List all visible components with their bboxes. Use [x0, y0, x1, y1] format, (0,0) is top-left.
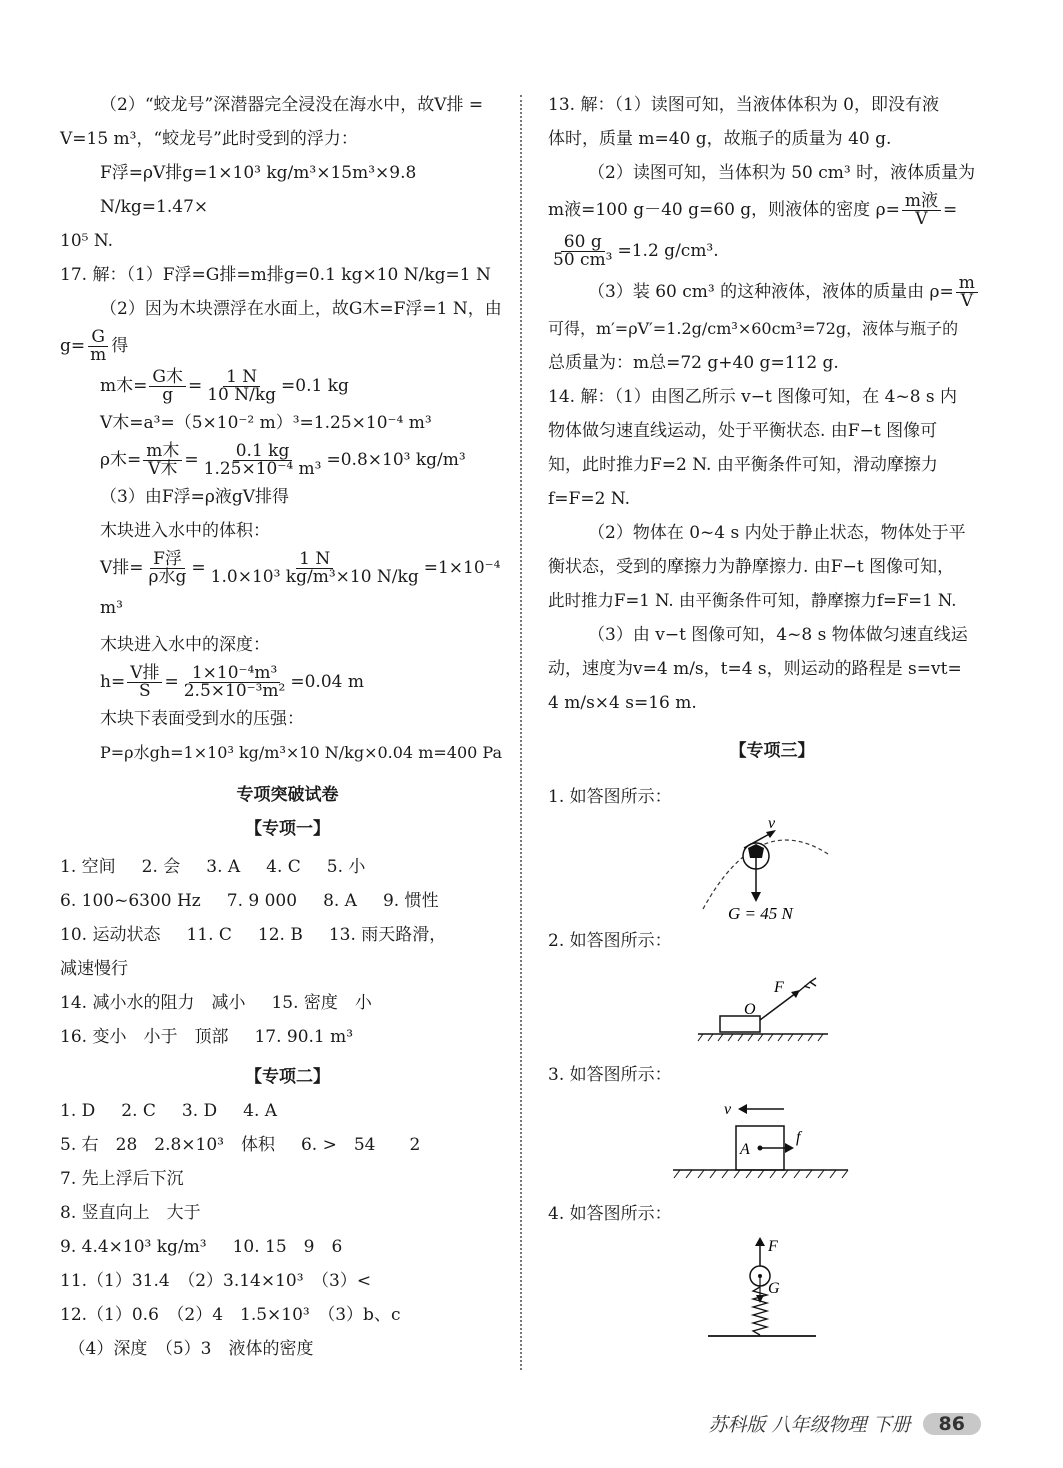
q13-line6: （3）装 60 cm³ 的这种液体，液体的质量由 ρ= $\frac{m}{V}$: [548, 272, 996, 312]
fraction: $\frac{1 N}{\text{1.0×10³ kg/m³×10 N/kg}}$: [210, 549, 419, 587]
q13-line4: m液=100 g－40 g=60 g，则液体的密度 ρ= $\frac{\text{m液}}{V}$ =: [548, 191, 958, 229]
fraction: $\frac{G}{m}$: [90, 327, 107, 365]
fig1-label: 1. 如答图所示：: [548, 787, 672, 807]
s2-answers: [60, 1094, 515, 1366]
q13-line7: 可得，m′=ρV′=1.2g/cm³×60cm³=72g，液体与瓶子的: [548, 319, 959, 338]
answer-item: 12. B: [257, 925, 303, 945]
answer-item: 11.（1）31.4 （2）3.14×10³ （3）<: [60, 1271, 372, 1291]
s2-title: 【专项二】: [245, 1067, 330, 1087]
answer-row: [60, 1020, 515, 1054]
answer-item: 1. D: [60, 1101, 96, 1121]
q14-line10: 4 m/s×4 s=16 m.: [548, 693, 697, 713]
up-force-label: F: [768, 1238, 778, 1255]
q14-line6: 衡状态，受到的摩擦力为静摩擦力. 由F−t 图像可知，: [548, 557, 955, 577]
answer-item: 13. 雨天路滑，: [328, 925, 447, 945]
q14-line8: （3）由 v−t 图像可知，4~8 s 物体做匀速直线运: [588, 625, 968, 645]
answer-item: 9. 4.4×10³ kg/m³: [60, 1237, 207, 1257]
upward-arrowhead: [755, 1237, 765, 1246]
answer-item: 3. A: [206, 857, 241, 877]
answer-row: [60, 1264, 515, 1298]
answer-item: 4. A: [243, 1101, 278, 1121]
answer-item: 12.（1）0.6 （2）4 1.5×10³ （3）b、c: [60, 1305, 401, 1325]
book-title: 苏科版 八年级物理 下册: [708, 1414, 911, 1436]
q17-line6: 木块下表面受到水的压强：: [100, 709, 304, 729]
fraction: $\frac{\text{F浮}}{\text{ρ水g}}$: [148, 549, 187, 587]
fig4-label: 4. 如答图所示：: [548, 1204, 672, 1224]
q17-m-formula: m木= $\frac{\text{G木}}{g}$ = $\frac{1 N}{10 N/kg}$ =0.1 kg: [100, 367, 349, 405]
left-column: [60, 88, 515, 1366]
figure-block: [548, 1092, 996, 1197]
q13-line8: 总质量为：m总=72 g+40 g=112 g.: [548, 353, 839, 373]
ground-hatch: [698, 1034, 823, 1041]
s3-title: 【专项三】: [729, 741, 815, 761]
column-divider: [520, 95, 522, 1370]
answer-item: （4）深度 （5）3 液体的密度: [60, 1339, 314, 1359]
answer-item: 15. 密度 小: [271, 993, 372, 1013]
block-label: A: [740, 1141, 750, 1158]
answer-row: [60, 986, 515, 1020]
answer-item: 10. 运动状态: [60, 925, 161, 945]
figure-ball: [548, 814, 996, 924]
velocity-label: v: [768, 815, 776, 832]
page-footer: [708, 1410, 981, 1437]
velocity-label: v: [724, 1101, 732, 1118]
friction-label: f: [796, 1129, 801, 1146]
section-title: 专项突破试卷: [236, 785, 339, 805]
answer-item: 4. C: [266, 857, 301, 877]
q16-line1: （2）“蛟龙号”深潜器完全浸没在海水中，故V排 =: [100, 95, 484, 115]
answer-row: [60, 1162, 515, 1196]
q13-line5: $\frac{60 g}{\text{50 cm³}}$ =1.2 g/cm³.: [548, 230, 996, 272]
q17-line3: （3）由F浮=ρ液gV排得: [100, 487, 290, 507]
answer-item: 6. > 54 2: [300, 1135, 421, 1155]
page-number: 86: [923, 1413, 981, 1435]
q14-line7: 此时推力F=1 N. 由平衡条件可知，静摩擦力f=F=1 N.: [548, 591, 957, 610]
answer-item: 减速慢行: [60, 959, 128, 979]
right-column: [548, 88, 996, 1351]
answer-row: [60, 1332, 515, 1366]
answer-item: 10. 15 9 6: [232, 1237, 343, 1257]
pivot-label: O: [744, 1001, 756, 1018]
q17-g-formula: g= $\frac{G}{m}$ 得: [60, 327, 129, 365]
figure-spring: [548, 1231, 996, 1351]
answer-item: 5. 小: [326, 857, 366, 877]
q17-line5: 木块进入水中的深度：: [100, 635, 270, 655]
answer-item: 16. 变小 小于 顶部: [60, 1027, 229, 1047]
q17-line1: 17. 解：（1）F浮=G排=m排g=0.1 kg×10 N/kg=1 N: [60, 265, 491, 285]
q17-v-line: V木=a³=（5×10⁻² m）³=1.25×10⁻⁴ m³: [100, 413, 432, 433]
q14-line9: 动，速度为v=4 m/s，t=4 s，则运动的路程是 s=vt=: [548, 659, 962, 679]
q17-line2: （2）因为木块漂浮在水面上，故G木=F浮=1 N，由: [100, 299, 502, 319]
answer-row: [60, 918, 515, 952]
answer-item: 14. 减小水的阻力 减小: [60, 993, 246, 1013]
gravity-label: G = 45 N: [728, 904, 793, 923]
q16-line4: 10⁵ N.: [60, 231, 114, 251]
fraction: $\frac{\text{G木}}{g}$: [149, 369, 186, 404]
answer-item: 17. 90.1 m³: [254, 1027, 354, 1047]
gravity-arrowhead: [751, 892, 761, 902]
answer-item: 7. 先上浮后下沉: [60, 1169, 184, 1189]
answer-item: 2. 会: [141, 857, 181, 877]
fraction: $\frac{\text{m木}}{\text{V木}}$: [143, 443, 182, 478]
ground-hatch: [674, 1170, 848, 1178]
fraction: $\frac{1 N}{10 N/kg}$: [207, 367, 277, 405]
answer-row: [60, 884, 515, 918]
s1-answers: [60, 850, 515, 1054]
q17-h-formula: h= $\frac{\text{V排}}{S}$ = $\frac{\text{1×10⁻⁴m³}}{\text{2.5×10⁻³m²}}$ =0.04 m: [100, 663, 364, 701]
q13-line3: （2）读图可知，当体积为 50 cm³ 时，液体质量为: [588, 163, 976, 183]
fig2-label: 2. 如答图所示：: [548, 931, 672, 951]
fraction: $\frac{\text{V排}}{S}$: [127, 665, 162, 700]
q14-line1: 14. 解：（1）由图乙所示 v−t 图像可知，在 4~8 s 内: [548, 387, 958, 407]
q17-vp-formula: V排= $\frac{\text{F浮}}{\text{ρ水g}}$ = $\frac{1 N}{\text{1.0×10³ kg/m³×10 N/kg}}$ =1×10⁻⁴ m³: [100, 549, 501, 618]
answer-item: 8. 竖直向上 大于: [60, 1203, 201, 1223]
s1-title: 【专项一】: [245, 819, 330, 839]
answer-row: [60, 850, 515, 884]
answer-row: [60, 1196, 515, 1230]
fraction: $\frac{0.1 kg}{\text{1.25×10⁻⁴ m³}}$: [203, 441, 322, 479]
q17-line7: P=ρ水gh=1×10³ kg/m³×10 N/kg×0.04 m=400 Pa: [100, 743, 502, 762]
answer-item: 6. 100~6300 Hz: [60, 891, 201, 911]
fraction: $\frac{m}{V}$: [956, 275, 978, 310]
answer-item: 9. 惯性: [382, 891, 439, 911]
answer-row: [60, 1230, 515, 1264]
q13-line1: 13. 解：（1）读图可知，当液体体积为 0，即没有液: [548, 95, 939, 115]
fraction: $\frac{\text{1×10⁻⁴m³}}{\text{2.5×10⁻³m²}}$: [183, 663, 286, 701]
block: [720, 1016, 760, 1032]
answer-row: [60, 952, 515, 986]
fraction: $\frac{\text{m液}}{V}$: [902, 193, 941, 228]
answer-item: 1. 空间: [60, 857, 116, 877]
q14-line2: 物体做匀速直线运动，处于平衡状态. 由F−t 图像可: [548, 421, 938, 441]
hand-icon: [798, 978, 816, 992]
answer-row: [60, 1298, 515, 1332]
answer-item: 11. C: [186, 925, 232, 945]
fraction: $\frac{60 g}{\text{50 cm³}}$: [553, 232, 613, 270]
fig3-label: 3. 如答图所示：: [548, 1065, 672, 1085]
q14-line4: f=F=2 N.: [548, 489, 630, 509]
answer-item: 8. A: [323, 891, 357, 911]
q13-line2: 体时，质量 m=40 g，故瓶子的质量为 40 g.: [548, 129, 892, 149]
velocity-arrowhead: [738, 1104, 747, 1114]
answer-item: 3. D: [181, 1101, 218, 1121]
force-label: F: [774, 979, 784, 996]
rope: [760, 993, 796, 1020]
q14-line3: 知，此时推力F=2 N. 由平衡条件可知，滑动摩擦力: [548, 455, 938, 475]
figure-lever: [548, 958, 996, 1058]
q16-line2: V=15 m³，“蛟龙号”此时受到的浮力：: [60, 129, 358, 149]
answer-item: 7. 9 000: [226, 891, 298, 911]
q17-rho-formula: ρ木= $\frac{\text{m木}}{\text{V木}}$ = $\frac{0.1 kg}{\text{1.25×10⁻⁴ m³}}$ =0.8×10³ kg/m³: [100, 441, 466, 479]
gravity-label: G: [768, 1280, 780, 1297]
q16-line3: F浮=ρV排g=1×10³ kg/m³×15m³×9.8 N/kg=1.47×: [100, 163, 417, 217]
answer-row: [60, 1094, 515, 1128]
answer-row: [60, 1128, 515, 1162]
friction-arrowhead: [785, 1143, 794, 1153]
answer-item: 2. C: [121, 1101, 156, 1121]
q17-line4: 木块进入水中的体积：: [100, 521, 270, 541]
answer-item: 5. 右 28 2.8×10³ 体积: [60, 1135, 275, 1155]
q14-line5: （2）物体在 0~4 s 内处于静止状态，物体处于平: [588, 523, 966, 543]
